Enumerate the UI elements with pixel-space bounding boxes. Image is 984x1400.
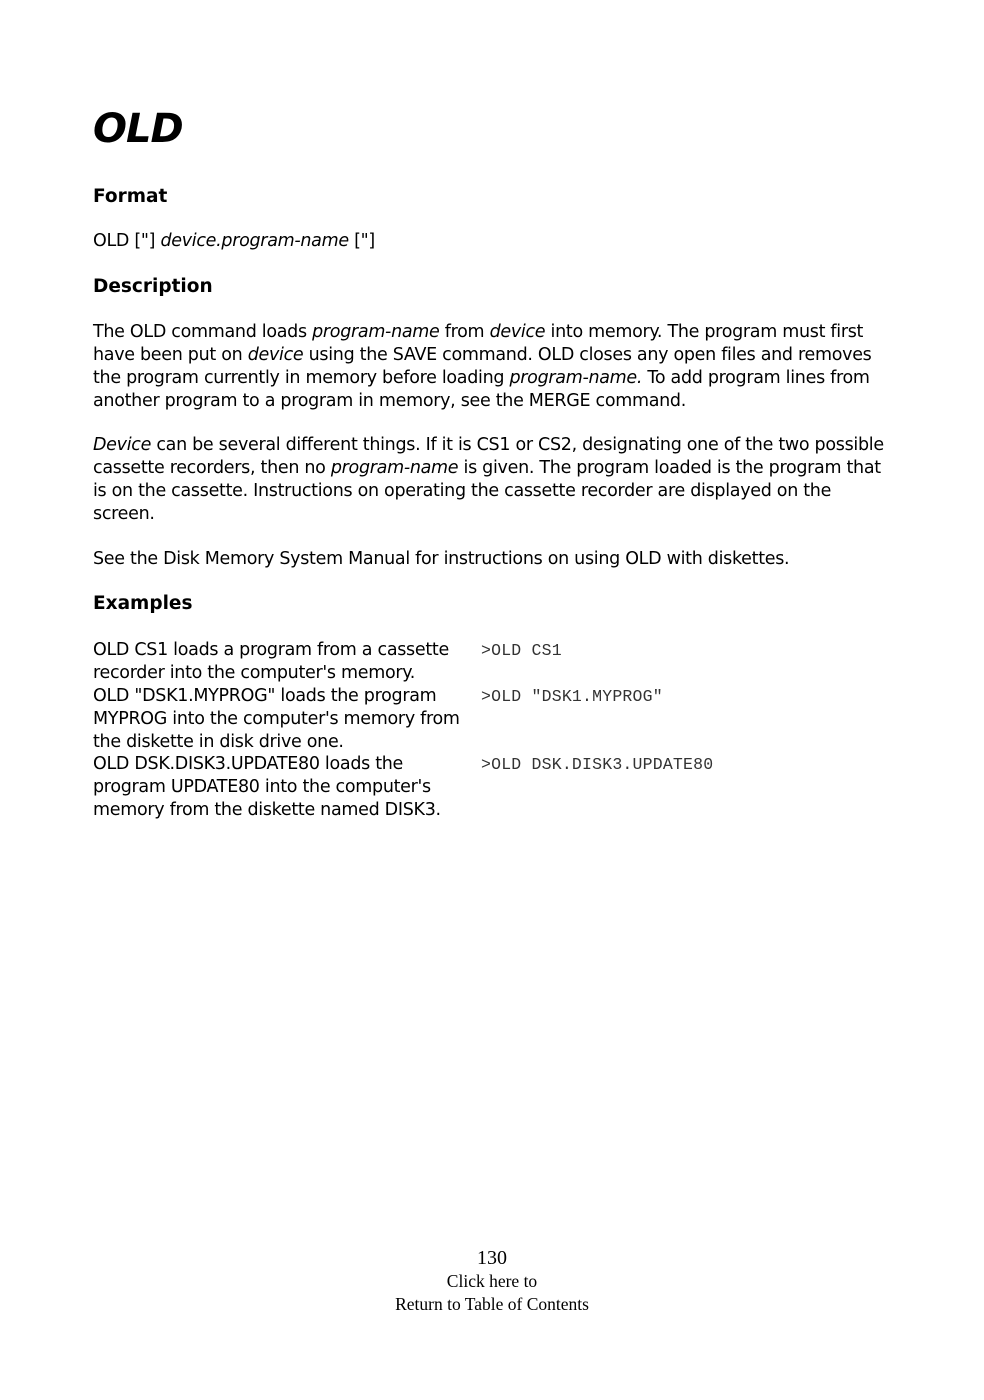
- italic-term: device: [247, 345, 304, 365]
- text: is given. The program loaded is the program that is on the cassette. Instructions on operating the cassette recorder are displayed on the screen.: [93, 458, 881, 524]
- format-syntax: [93, 230, 893, 253]
- description-paragraph-3: See the Disk Memory System Manual for instructions on using OLD with diskettes.: [93, 549, 790, 569]
- text: into memory. The program must first have been put on: [93, 322, 864, 365]
- syntax-prefix: OLD ["]: [93, 231, 161, 251]
- text: using the SAVE command. OLD closes any open files and removes the program currently in memory before loading: [93, 345, 872, 388]
- syntax-suffix: ["]: [348, 231, 375, 251]
- format-heading: Format: [93, 186, 168, 207]
- italic-term: program-name.: [509, 368, 643, 388]
- example-1-description: OLD CS1 loads a program from a cassette recorder into the computer's memory.: [93, 640, 449, 683]
- example-2-code: >OLD "DSK1.MYPROG": [481, 687, 663, 706]
- description-paragraph-1: [93, 321, 893, 413]
- toc-link-line-1[interactable]: Click here to: [446, 1271, 538, 1291]
- description-paragraph-2: [93, 434, 893, 526]
- toc-link-line-2[interactable]: Return to Table of Contents: [395, 1294, 589, 1314]
- page-title: OLD: [93, 106, 183, 152]
- text: from: [439, 322, 490, 342]
- italic-term: program-name: [330, 458, 459, 478]
- examples-heading: Examples: [93, 593, 193, 614]
- italic-term: Device: [93, 435, 152, 455]
- italic-term: device: [489, 322, 546, 342]
- italic-term: program-name: [312, 322, 440, 342]
- text: can be several different things. If it is CS1 or CS2, designating one of the two possible cassette recorders, then no: [93, 435, 884, 478]
- description-heading: Description: [93, 276, 213, 297]
- example-3-description: OLD DSK.DISK3.UPDATE80 loads the program UPDATE80 into the computer's memory from the diskette named DISK3.: [93, 754, 441, 820]
- example-2-description: OLD "DSK1.MYPROG" loads the program MYPROG into the computer's memory from the diskette in disk drive one.: [93, 686, 460, 752]
- syntax-italic: device.program-name: [160, 231, 349, 251]
- page-number: 130: [477, 1247, 507, 1269]
- example-1-code: >OLD CS1: [481, 641, 562, 660]
- text: The OLD command loads: [93, 322, 313, 342]
- page-footer: [0, 1247, 984, 1316]
- example-3-code: >OLD DSK.DISK3.UPDATE80: [481, 755, 714, 774]
- text: To add program lines from another program to a program in memory, see the MERGE command.: [93, 368, 870, 411]
